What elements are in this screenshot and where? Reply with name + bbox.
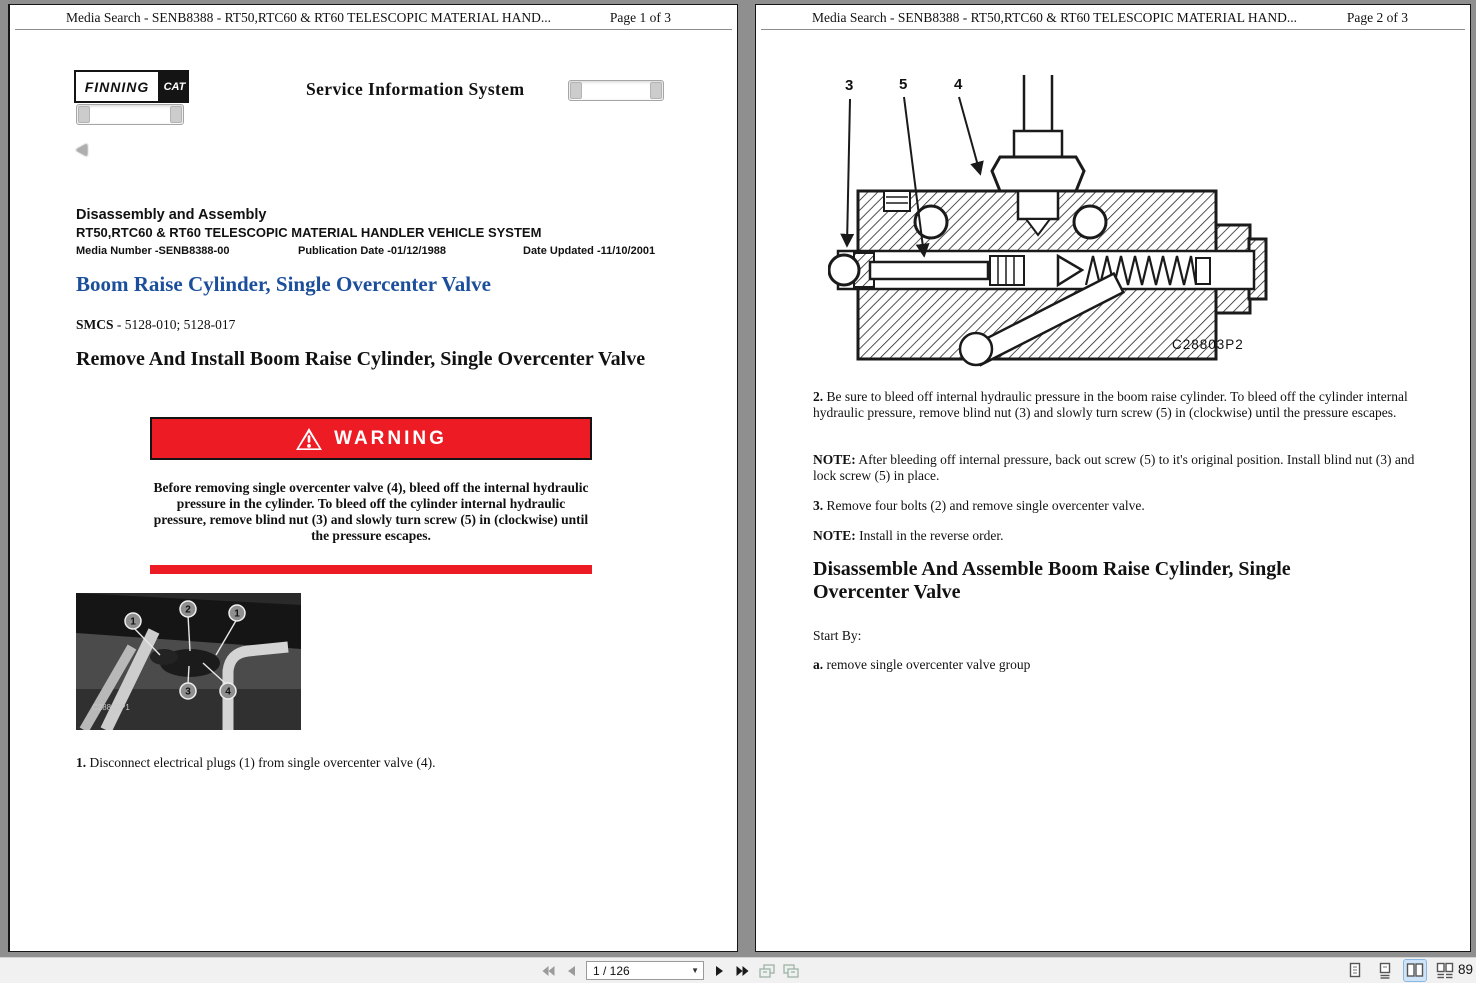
sis-dropdown-top[interactable] — [568, 80, 664, 101]
warning-divider-bar — [150, 565, 592, 574]
photo-overcenter-valve — [76, 593, 301, 730]
dropdown-right-cap — [650, 82, 662, 99]
step-2-number: 2. — [813, 389, 824, 404]
smcs-label: SMCS — [76, 317, 114, 332]
last-page-button[interactable] — [733, 961, 752, 980]
photo-callout-2: 2 — [185, 604, 191, 616]
item-a-text: remove single overcenter valve group — [823, 657, 1031, 672]
photo-callout-3: 3 — [185, 686, 191, 698]
sis-title: Service Information System — [306, 79, 525, 99]
page-2-header — [756, 10, 1470, 26]
back-arrow-icon[interactable] — [76, 144, 87, 156]
dropdown-left-cap — [78, 106, 90, 123]
first-page-button[interactable] — [538, 961, 557, 980]
step-1-number: 1. — [76, 755, 87, 770]
photo-callout-1b: 1 — [234, 608, 240, 620]
step-1-text: Disconnect electrical plugs (1) from single overcenter valve (4). — [86, 755, 436, 770]
procedure-title-disassemble: Disassemble And Assemble Boom Raise Cylinder, Single Overcenter Valve — [813, 558, 1291, 604]
step-3-text: Remove four bolts (2) and remove single overcenter valve. — [823, 498, 1145, 513]
cat-logo: CAT — [160, 70, 189, 103]
next-page-icon — [711, 963, 727, 979]
smcs-codes: - 5128-010; 5128-017 — [113, 317, 236, 332]
page-1-header-rule — [15, 29, 732, 30]
diagram-callout-4: 4 — [954, 76, 963, 93]
diagram-overcenter-valve-section — [828, 73, 1272, 369]
topic-title: Boom Raise Cylinder, Single Overcenter Valve — [76, 272, 491, 296]
model-title: RT50,RTC60 & RT60 TELESCOPIC MATERIAL HANDLER VEHICLE SYSTEM — [76, 225, 542, 240]
two-page-view-icon — [1406, 962, 1424, 979]
note-2-label: NOTE: — [813, 528, 856, 543]
combobox-caret-icon[interactable]: ▼ — [691, 966, 699, 975]
note-2-text: Install in the reverse order. — [855, 528, 1004, 543]
first-page-icon — [540, 963, 556, 979]
page-2-header-title: Media Search - SENB8388 - RT50,RTC60 & RT60 TELESCOPIC MATERIAL HAND... — [812, 10, 1298, 25]
page-number-value: 1 / 126 — [593, 963, 630, 978]
zoom-level-value[interactable]: 89 — [1457, 962, 1473, 977]
section-title: Disassembly and Assembly — [76, 207, 267, 223]
document-page-1 — [8, 4, 738, 952]
finning-cat-logo — [74, 70, 189, 103]
next-view-button[interactable] — [781, 961, 800, 980]
step-2-text: Be sure to bleed off internal hydraulic pressure in the boom raise cylinder. To bleed off the cylinder internal hydraulic pressure, remove blind nut (3) and slowly turn screw (5) in (clockwise) until the pressure escapes. — [813, 389, 1408, 421]
continuous-scroll-view-icon — [1377, 962, 1393, 979]
page-2-header-pagenum: Page 2 of 3 — [1346, 10, 1408, 25]
page-1-header — [10, 10, 737, 26]
warning-label: WARNING — [334, 427, 447, 449]
note-1-label: NOTE: — [813, 452, 856, 467]
sis-dropdown-left[interactable] — [76, 104, 184, 125]
previous-page-icon — [564, 963, 580, 979]
viewer-toolbar — [0, 957, 1476, 983]
next-page-button[interactable] — [709, 961, 728, 980]
dropdown-left-cap — [570, 82, 582, 99]
media-number: Media Number -SENB8388-00 — [76, 245, 230, 257]
diagram-figure-label: C28803P2 — [1172, 337, 1244, 352]
note-1-text: After bleeding off internal pressure, back out screw (5) to it's original position. Install blind nut (3) and lock screw (5) in place. — [813, 452, 1415, 484]
single-page-view-icon — [1347, 962, 1363, 979]
page-2-header-rule — [761, 29, 1465, 30]
single-page-view-button[interactable] — [1344, 960, 1366, 981]
step-2 — [813, 389, 1429, 422]
publication-date: Publication Date -01/12/1988 — [298, 245, 446, 257]
dropdown-right-cap — [170, 106, 182, 123]
step-3 — [813, 498, 1429, 514]
last-page-icon — [735, 963, 751, 979]
smcs-line — [76, 317, 235, 333]
step-3-number: 3. — [813, 498, 824, 513]
note-2 — [813, 528, 1429, 544]
diagram-callout-5: 5 — [899, 76, 908, 93]
page-number-combobox[interactable] — [586, 961, 704, 980]
two-page-scroll-view-button[interactable] — [1434, 960, 1456, 981]
warning-triangle-icon — [295, 427, 323, 451]
page-1-header-title: Media Search - SENB8388 - RT50,RTC60 & RT60 TELESCOPIC MATERIAL HAND... — [66, 10, 552, 25]
document-page-2 — [755, 4, 1471, 952]
previous-view-button[interactable] — [757, 961, 776, 980]
date-updated: Date Updated -11/10/2001 — [523, 245, 656, 257]
note-1 — [813, 452, 1429, 485]
photo-callout-1: 1 — [130, 616, 136, 628]
two-page-scroll-view-icon — [1436, 962, 1454, 979]
page-navigation-group — [538, 958, 800, 983]
finning-logo-text: FINNING — [74, 70, 160, 103]
previous-view-icon — [758, 963, 776, 979]
diagram-callout-3: 3 — [845, 77, 854, 94]
two-page-view-button[interactable] — [1404, 960, 1426, 981]
warning-banner — [150, 417, 592, 460]
page-1-header-pagenum: Page 1 of 3 — [609, 10, 671, 25]
warning-text: Before removing single overcenter valve (4), bleed off the internal hydraulic pressure in the cylinder. To bleed off the cylinder internal hydraulic pressure, remove blind nut (3) and slowly turn screw (5) in (clockwise) until the pressure escapes. — [153, 480, 589, 543]
item-a — [813, 657, 1429, 673]
page-layout-group — [1344, 958, 1456, 983]
procedure-title: Remove And Install Boom Raise Cylinder, Single Overcenter Valve — [76, 348, 646, 370]
start-by-line: Start By: — [813, 628, 862, 643]
item-a-label: a. — [813, 657, 824, 672]
previous-page-button[interactable] — [562, 961, 581, 980]
step-1 — [76, 755, 676, 771]
continuous-scroll-view-button[interactable] — [1374, 960, 1396, 981]
photo-figure-label: C28805P1 — [92, 703, 130, 712]
next-view-icon — [782, 963, 800, 979]
photo-callout-4: 4 — [225, 686, 231, 698]
